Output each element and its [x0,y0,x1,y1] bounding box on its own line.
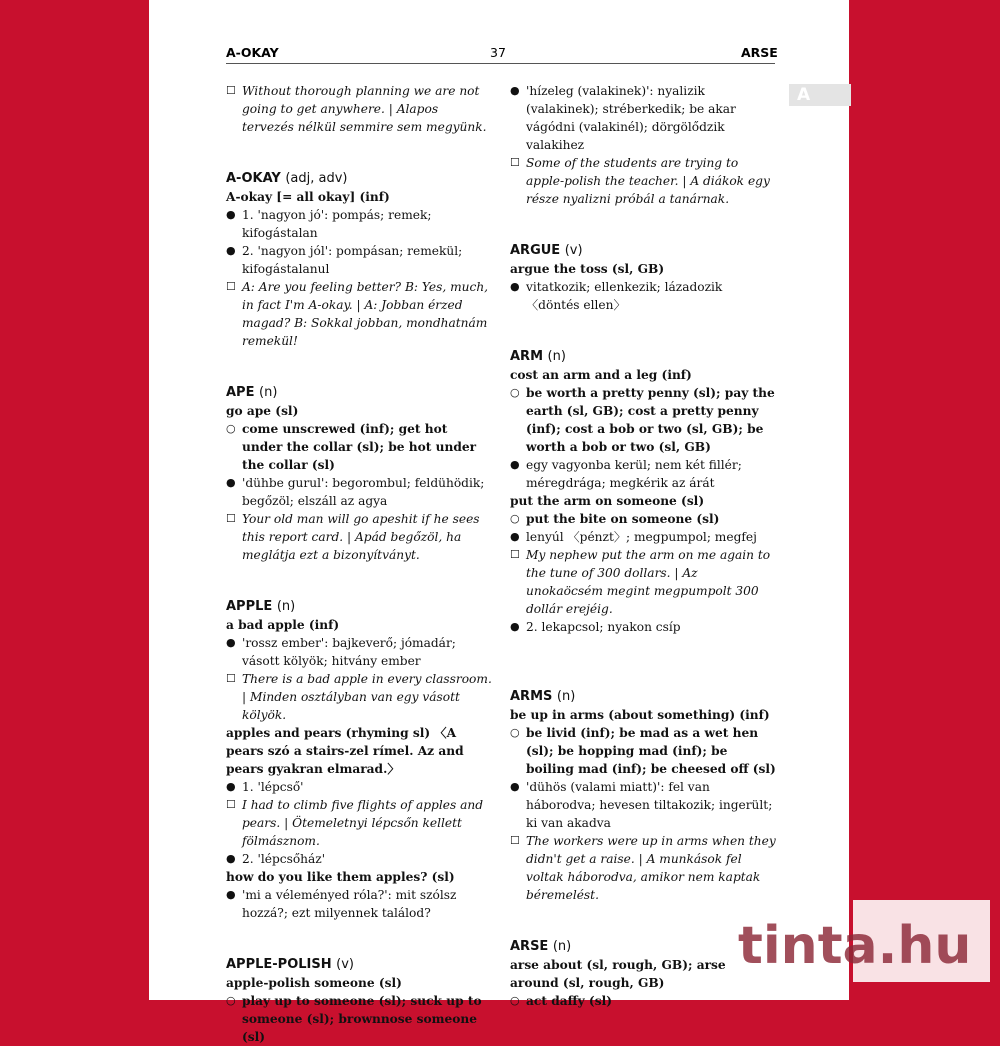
phrase: arse about (sl, rough, GB); arse around (sl, rough, GB) [510,958,726,990]
meaning-line [510,618,776,636]
page-number: 37 [490,45,506,60]
phrase: a bad apple (inf) [226,618,340,632]
example-text: I had to climb five flights of apples and pears. | Ötemeletnyi lépcsőn kellett fölmásznom. [242,798,483,848]
example-line [226,278,492,350]
square-bullet-icon: ☐ [510,834,520,847]
filled-bullet-icon: ● [226,476,236,489]
example-line [226,510,492,564]
header-rule [226,63,775,64]
square-bullet-icon: ☐ [226,512,236,525]
example-text: My nephew put the arm on me again to the tune of 300 dollars. | Az unokaöcsém megint megpumpolt 300 dollár erejéig. [526,548,771,616]
meaning-line [226,206,492,242]
headword-entry [226,598,492,616]
right-column [510,82,776,1010]
square-bullet-icon: ☐ [226,798,236,811]
meaning-text: 2. 'lépcsőház' [242,852,326,866]
filled-bullet-icon: ● [226,888,236,901]
meaning-text: vitatkozik; ellenkezik; lázadozik 〈döntés ellen〉 [526,280,723,312]
example-line [226,82,492,136]
headword: APE [226,385,255,400]
example-text: Your old man will go apeshit if he sees this report card. | Apád begőzöl, ha meglátja ezt a bizonyítványt. [242,512,480,562]
part-of-speech: (n) [547,349,566,364]
filled-bullet-icon: ● [226,780,236,793]
hollow-bullet-icon: ○ [510,994,520,1007]
filled-bullet-icon: ● [226,208,236,221]
meaning-line [510,278,776,314]
hollow-bullet-icon: ○ [510,726,520,739]
part-of-speech: (v) [564,243,583,258]
running-head-left: A-OKAY [226,45,279,60]
filled-bullet-icon: ● [226,852,236,865]
phrase: put the arm on someone (sl) [510,494,705,508]
meaning-text: 1. 'lépcső' [242,780,304,794]
synonym-line [510,992,776,1010]
filled-bullet-icon: ● [510,780,520,793]
meaning-text: 2. 'nagyon jól': pompásan; remekül; kifogástalanul [242,244,463,276]
filled-bullet-icon: ● [510,84,520,97]
example-line [510,546,776,618]
synonym-line [226,420,492,474]
meaning-line [510,456,776,492]
headword: APPLE-POLISH [226,957,332,972]
synonym-line [510,510,776,528]
example-line [510,832,776,904]
square-bullet-icon: ☐ [226,672,236,685]
synonym-line [226,992,492,1046]
meaning-line [510,82,776,154]
headword: ARGUE [510,243,561,258]
square-bullet-icon: ☐ [510,156,520,169]
meaning-line [226,634,492,670]
headword: A-OKAY [226,171,281,186]
example-text: The workers were up in arms when they didn't get a raise. | A munkások fel voltak háborodva, amikor nem kaptak béremelést. [526,834,776,902]
example-line [226,670,492,724]
meaning-text: lenyúl 〈pénzt〉; megpumpol; megfej [526,530,757,544]
letter-tab [789,84,851,106]
square-bullet-icon: ☐ [226,280,236,293]
meaning-line [226,778,492,796]
meaning-line [226,242,492,278]
meaning-line [226,886,492,922]
meaning-text: egy vagyonba kerül; nem két fillér; méregdrága; megkérik az árát [526,458,742,490]
headword-entry [510,688,776,706]
meaning-text: 2. lekapcsol; nyakon csíp [526,620,681,634]
part-of-speech: (n) [276,599,296,614]
letter-tab-label: A [797,85,811,105]
headword-entry [226,956,492,974]
synonym-text: come unscrewed (inf); get hot under the collar (sl); be hot under the collar (sl) [242,422,477,472]
example-text: Without thorough planning we are not going to get anywhere. | Alapos tervezés nélkül semmire sem megyünk. [242,84,487,134]
phrase: argue the toss (sl, GB) [510,262,665,276]
filled-bullet-icon: ● [510,620,520,633]
part-of-speech: (adj, adv) [285,171,348,186]
synonym-line [510,384,776,456]
meaning-text: 'mi a véleményed róla?': mit szólsz hozzá?; ezt milyennek találod? [242,888,457,920]
example-text: A: Are you feeling better? B: Yes, much, in fact I'm A-okay. | A: Jobban érzed magad? B: Sokkal jobban, mondhatnám remekül! [242,280,489,348]
brand-watermark: tinta.hu [738,916,972,976]
meaning-text: 1. 'nagyon jó': pompás; remek; kifogástalan [242,208,432,240]
synonym-text: be livid (inf); be mad as a wet hen (sl); be hopping mad (inf); be boiling mad (inf); be cheesed off (sl) [526,726,776,776]
meaning-line [226,850,492,868]
headword-entry [510,938,776,956]
hollow-bullet-icon: ○ [226,994,236,1007]
filled-bullet-icon: ● [226,636,236,649]
meaning-text: 'hízeleg (valakinek)': nyalizik (valakinek); stréberkedik; be akar vágódni (valakinél); dörgölődzik valakihez [526,84,736,152]
meaning-text: 'dühbe gurul': begorombul; feldühödik; begőzöl; elszáll az agya [242,476,485,508]
hollow-bullet-icon: ○ [510,386,520,399]
hollow-bullet-icon: ○ [510,512,520,525]
filled-bullet-icon: ● [226,244,236,257]
hollow-bullet-icon: ○ [226,422,236,435]
meaning-line [510,528,776,546]
headword: ARSE [510,939,549,954]
filled-bullet-icon: ● [510,280,520,293]
example-line [510,154,776,208]
filled-bullet-icon: ● [510,530,520,543]
example-line [226,796,492,850]
synonym-text: be worth a pretty penny (sl); pay the earth (sl, GB); cost a pretty penny (inf); cost a bob or two (sl, GB); be worth a bob or two (sl, GB) [526,386,775,454]
headword-entry [226,384,492,402]
example-text: Some of the students are trying to apple-polish the teacher. | A diákok egy része nyalizni próbál a tanárnak. [526,156,770,206]
headword-entry [510,242,776,260]
meaning-text: 'dühös (valami miatt)': fel van háborodva; hevesen tiltakozik; ingerült; ki van akadva [526,780,773,830]
synonym-text: play up to someone (sl); suck up to someone (sl); brownnose someone (sl) [242,994,482,1044]
part-of-speech: (n) [259,385,278,400]
phrase: how do you like them apples? (sl) [226,870,455,884]
square-bullet-icon: ☐ [226,84,236,97]
phrase: A-okay [= all okay] (inf) [226,190,390,204]
phrase: be up in arms (about something) (inf) [510,708,770,722]
headword-entry [226,170,492,188]
part-of-speech: (v) [336,957,354,972]
synonym-text: put the bite on someone (sl) [526,512,720,526]
synonym-text: act daffy (sl) [526,994,612,1008]
phrase: apple-polish someone (sl) [226,976,402,990]
meaning-text: 'rossz ember': bajkeverő; jómadár; vásott kölyök; hitvány ember [242,636,456,668]
headword: APPLE [226,599,273,614]
phrase: cost an arm and a leg (inf) [510,368,692,382]
part-of-speech: (n) [552,939,572,954]
headword: ARMS [510,689,553,704]
meaning-line [226,474,492,510]
filled-bullet-icon: ● [510,458,520,471]
synonym-line [510,724,776,778]
part-of-speech: (n) [556,689,576,704]
phrase: go ape (sl) [226,404,299,418]
running-head-right: ARSE [741,45,778,60]
headword-entry [510,348,776,366]
phrase: apples and pears (rhyming sl) 〈A pears szó a stairs-zel rímel. Az and pears gyakran elmarad.〉 [226,726,464,776]
example-text: There is a bad apple in every classroom. | Minden osztályban van egy vásott kölyök. [242,672,492,722]
headword: ARM [510,349,544,364]
left-column [226,82,492,1046]
meaning-line [510,778,776,832]
square-bullet-icon: ☐ [510,548,520,561]
